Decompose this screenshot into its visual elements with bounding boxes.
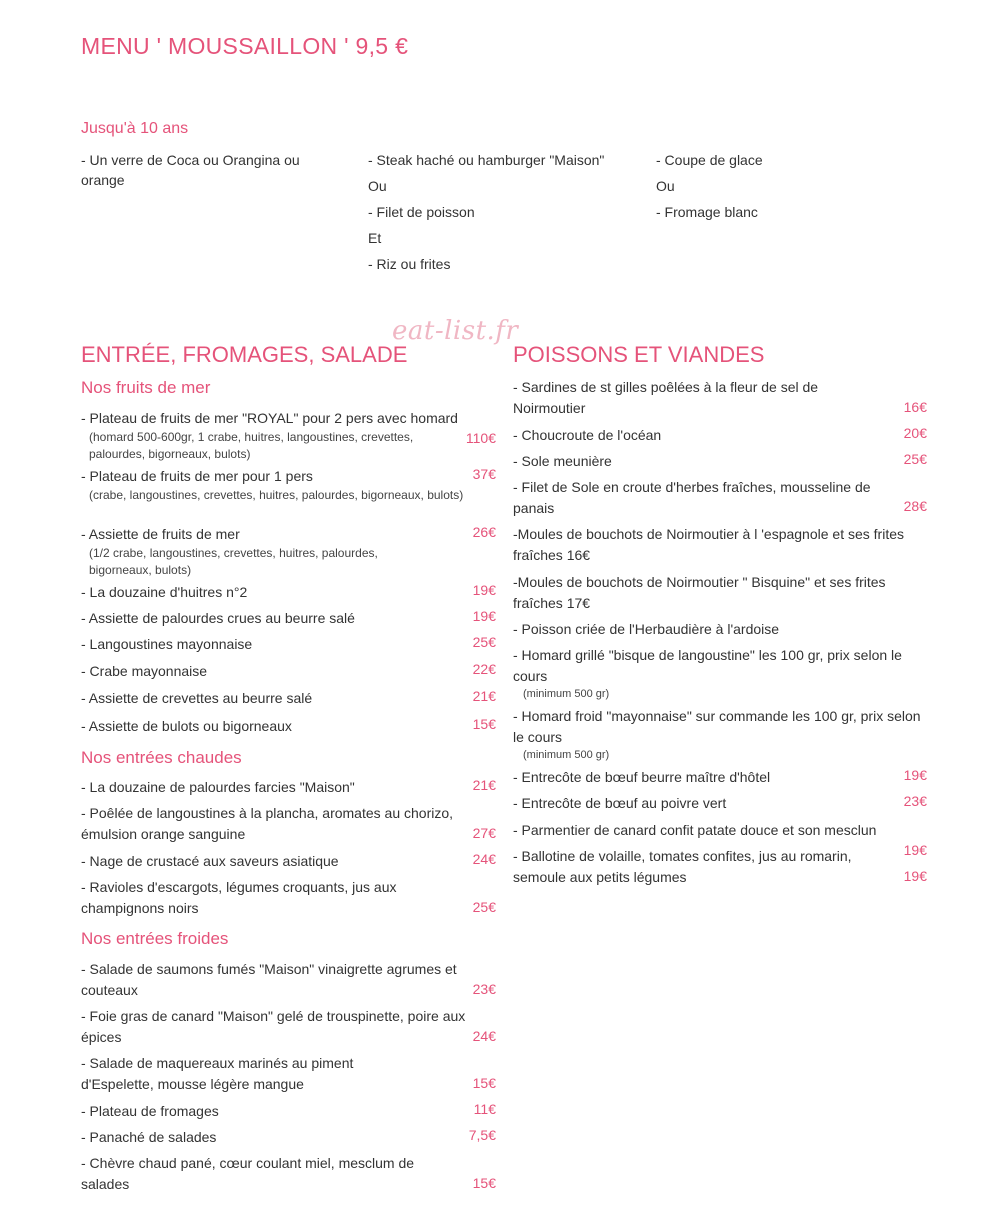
- menu-item: [81, 959, 496, 1001]
- item-name: - La douzaine d'huitres n°2: [81, 584, 248, 600]
- menu-item: [513, 820, 928, 841]
- kids-menu-line: - Coupe de glace: [656, 152, 763, 168]
- menu-item: [513, 645, 928, 701]
- kids-menu-line: orange: [81, 172, 125, 188]
- section-title-poissons-viandes: POISSONS ET VIANDES: [513, 342, 765, 367]
- item-price: 37€: [472, 466, 496, 482]
- menu-item: [513, 572, 928, 614]
- item-name: - Plateau de fromages: [81, 1103, 219, 1119]
- kids-menu-column-drink: [81, 150, 341, 190]
- item-price: 19€: [903, 767, 927, 783]
- item-price: 27€: [472, 825, 496, 841]
- kids-menu-title: MENU ' MOUSSAILLON ' 9,5 €: [81, 33, 409, 59]
- item-name: - Sole meunière: [513, 453, 612, 469]
- item-description: (minimum 500 gr): [523, 749, 610, 761]
- menu-item: [513, 846, 888, 888]
- menu-item: [81, 608, 461, 629]
- item-description: (crabe, langoustines, crevettes, huitres, palourdes, bigorneaux, bulots): [89, 488, 464, 502]
- subsection-fruits-de-mer: Nos fruits de mer: [81, 378, 211, 397]
- menu-item: [81, 803, 493, 845]
- item-name: - La douzaine de palourdes farcies "Maison": [81, 779, 355, 795]
- item-name: - Filet de Sole en croute d'herbes fraîches, mousseline de panais: [513, 479, 871, 516]
- menu-item: [513, 767, 858, 788]
- menu-item: [81, 1101, 451, 1122]
- menu-item: [513, 524, 913, 566]
- kids-menu-line: Ou: [656, 178, 675, 194]
- kids-menu-line: - Fromage blanc: [656, 204, 758, 220]
- kids-menu-line: - Filet de poisson: [368, 204, 475, 220]
- kids-menu-column-main: [368, 150, 648, 280]
- item-name: - Entrecôte de bœuf au poivre vert: [513, 795, 727, 811]
- menu-item: [81, 582, 461, 603]
- item-description: (homard 500-600gr, 1 crabe, huitres, langoustines, crevettes, palourdes, bigorneaux, bulots): [89, 430, 414, 461]
- kids-menu-line: - Riz ou frites: [368, 256, 451, 272]
- item-price: 26€: [472, 524, 496, 540]
- item-name: - Chèvre chaud pané, cœur coulant miel, mesclum de salades: [81, 1155, 415, 1192]
- item-price: 11€: [473, 1101, 496, 1117]
- item-name: - Homard grillé "bisque de langoustine" les 100 gr, prix selon le cours: [513, 647, 902, 684]
- item-price: 24€: [472, 1028, 496, 1044]
- item-name: -Moules de bouchots de Noirmoutier " Bisquine" et ses frites fraîches 17€: [513, 574, 886, 611]
- menu-item: [81, 634, 461, 655]
- item-name: - Parmentier de canard confit patate douce et son mesclun: [513, 822, 877, 838]
- menu-item: [81, 851, 461, 872]
- item-description: (minimum 500 gr): [523, 688, 610, 700]
- menu-item: [81, 716, 461, 737]
- item-price: 21€: [472, 777, 496, 793]
- item-price: 16€: [903, 399, 927, 415]
- item-name: - Sardines de st gilles poêlées à la fleur de sel de Noirmoutier: [513, 379, 819, 416]
- item-name: - Salade de saumons fumés "Maison" vinaigrette agrumes et couteaux: [81, 961, 457, 998]
- menu-item: [513, 451, 858, 472]
- item-price: 19€: [472, 582, 496, 598]
- item-description: (1/2 crabe, langoustines, crevettes, huitres, palourdes, bigorneaux, bulots): [89, 546, 378, 577]
- menu-item: [513, 425, 858, 446]
- item-price: 19€: [472, 608, 496, 624]
- item-name: - Langoustines mayonnaise: [81, 636, 253, 652]
- item-price: 22€: [472, 661, 496, 677]
- item-price: 19€: [903, 842, 927, 858]
- item-name: - Assiette de crevettes au beurre salé: [81, 690, 313, 706]
- menu-item: [513, 477, 913, 519]
- kids-menu-column-dessert: [656, 150, 856, 228]
- item-price: 20€: [903, 425, 927, 441]
- item-name: - Ravioles d'escargots, légumes croquants, jus aux champignons noirs: [81, 879, 397, 916]
- subsection-entrees-chaudes: Nos entrées chaudes: [81, 748, 242, 767]
- kids-menu-line: - Steak haché ou hamburger "Maison": [368, 152, 605, 168]
- kids-menu-line: - Un verre de Coca ou Orangina ou: [81, 152, 300, 168]
- menu-item: [513, 706, 921, 762]
- item-price: 25€: [472, 899, 496, 915]
- item-price: 110€: [465, 430, 496, 446]
- menu-item: [513, 619, 928, 640]
- item-price: 21€: [472, 688, 496, 704]
- item-name: - Foie gras de canard "Maison" gelé de trouspinette, poire aux épices: [81, 1008, 466, 1045]
- item-name: - Assiette de palourdes crues au beurre salé: [81, 610, 355, 626]
- item-name: - Entrecôte de bœuf beurre maître d'hôtel: [513, 769, 771, 785]
- menu-item: [81, 688, 461, 709]
- item-price: 25€: [903, 451, 927, 467]
- item-name: - Choucroute de l'océan: [513, 427, 662, 443]
- item-name: - Plateau de fruits de mer pour 1 pers: [81, 468, 313, 484]
- menu-item: [81, 661, 461, 682]
- item-name: - Crabe mayonnaise: [81, 663, 208, 679]
- item-price: 19€: [903, 868, 927, 884]
- item-price: 23€: [472, 981, 496, 997]
- menu-item: [513, 793, 858, 814]
- item-name: - Poisson criée de l'Herbaudière à l'ardoise: [513, 621, 780, 637]
- subsection-entrees-froides: Nos entrées froides: [81, 929, 229, 948]
- watermark-logo: eat-list.fr: [392, 316, 519, 346]
- menu-item: [81, 1006, 481, 1048]
- menu-item: [81, 1153, 461, 1195]
- item-name: -Moules de bouchots de Noirmoutier à l 'espagnole et ses frites fraîches 16€: [513, 526, 904, 563]
- menu-item: [513, 377, 858, 419]
- kids-menu-subtitle: Jusqu'à 10 ans: [81, 120, 189, 137]
- item-price: 15€: [472, 716, 496, 732]
- item-price: 23€: [903, 793, 927, 809]
- item-name: - Ballotine de volaille, tomates confites, jus au romarin, semoule aux petits légumes: [513, 848, 852, 885]
- item-name: - Salade de maquereaux marinés au piment d'Espelette, mousse légère mangue: [81, 1055, 354, 1092]
- item-name: - Poêlée de langoustines à la plancha, aromates au chorizo, émulsion orange sanguine: [81, 805, 454, 842]
- item-name: - Assiette de fruits de mer: [81, 526, 240, 542]
- item-price: 15€: [472, 1175, 496, 1191]
- item-price: 7,5€: [468, 1127, 496, 1143]
- kids-menu-line: Ou: [368, 178, 387, 194]
- item-price: 15€: [472, 1075, 496, 1091]
- item-price: 25€: [472, 634, 496, 650]
- item-name: - Assiette de bulots ou bigorneaux: [81, 718, 292, 734]
- menu-item: [81, 877, 451, 919]
- item-name: - Panaché de salades: [81, 1129, 217, 1145]
- section-title-entrees: ENTRÉE, FROMAGES, SALADE: [81, 342, 408, 367]
- menu-item: [81, 777, 461, 798]
- menu-item: [81, 1127, 451, 1148]
- menu-item: [81, 1053, 411, 1095]
- item-price: 24€: [472, 851, 496, 867]
- item-name: - Nage de crustacé aux saveurs asiatique: [81, 853, 339, 869]
- item-price: 28€: [903, 498, 927, 514]
- item-name: - Plateau de fruits de mer "ROYAL" pour 2 pers avec homard: [81, 410, 458, 426]
- item-name: - Homard froid "mayonnaise" sur commande les 100 gr, prix selon le cours: [513, 708, 921, 745]
- kids-menu-line: Et: [368, 230, 382, 246]
